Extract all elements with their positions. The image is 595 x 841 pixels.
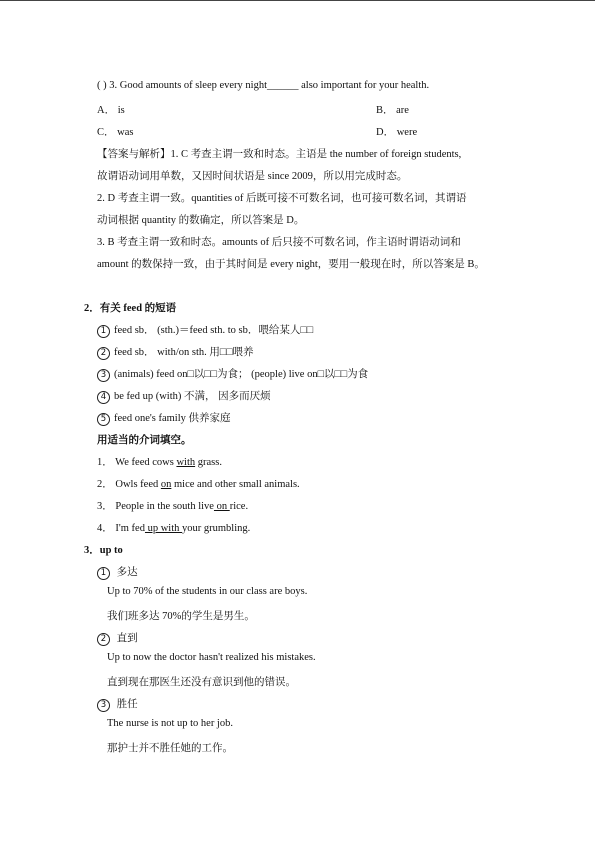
example-en: Up to now the doctor hasn't realized his mistakes. (107, 652, 316, 663)
sense-heading (97, 630, 138, 646)
answer-line: 动词根据 quantity 的数确定，所以答案是 D。 (97, 215, 305, 226)
exercise-item: 2． Owls feed on mice and other small animals. (97, 479, 300, 490)
sense-heading (97, 696, 138, 712)
option-d: D． were (376, 127, 418, 138)
option-a: A． is (97, 105, 125, 116)
phrase-item (97, 388, 271, 404)
sense-label: 胜任 (116, 699, 138, 710)
circle-number: 2 (97, 347, 110, 360)
section-title: 3．up to (84, 545, 123, 556)
sense-label: 多达 (116, 567, 138, 578)
circle-number: 3 (97, 369, 110, 382)
section-title: 2．有关 feed 的短语 (84, 303, 177, 314)
answer-line: 【答案与解析】1. C 考查主谓一致和时态。主语是 the number of foreign students, (97, 149, 462, 160)
exercise-item: 4． I'm fed up with your grumbling. (97, 523, 251, 534)
phrase-item (97, 366, 368, 382)
answer-blank: on (213, 501, 230, 512)
phrase-item (97, 410, 231, 426)
example-en: Up to 70% of the students in our class are boys. (107, 586, 308, 597)
phrase-text: feed sb． (sth.)＝feed sth. to sb．喂给某人□□ (114, 325, 314, 336)
circle-number: 1 (97, 325, 110, 338)
circle-number: 2 (97, 633, 110, 646)
circle-number: 1 (97, 567, 110, 580)
circle-number: 5 (97, 413, 110, 426)
sense-heading (97, 564, 138, 580)
exercise-item: 3． People in the south live on rice. (97, 501, 249, 512)
example-zh: 那护士并不胜任她的工作。 (107, 743, 233, 754)
answer-blank: up with (144, 523, 183, 534)
answer-line: 2. D 考查主谓一致。quantities of 后既可接不可数名词，也可接可数名词，其谓语 (97, 193, 467, 204)
page-top-border (0, 0, 595, 1)
answer-blank: on (160, 479, 172, 490)
phrase-text: feed sb． with/on sth. 用□□喂养 (114, 347, 254, 358)
answer-line: amount 的数保持一致，由于其时间是 every night，要用一般现在时，所以答案是 B。 (97, 259, 485, 270)
example-zh: 我们班多达 70%的学生是男生。 (107, 611, 255, 622)
phrase-text: be fed up (with) 不满， 因多而厌烦 (114, 391, 271, 402)
option-b: B． are (376, 105, 409, 116)
answer-blank: with (176, 457, 196, 468)
phrase-text: feed one's family 供养家庭 (114, 413, 231, 424)
phrase-text: (animals) feed on□以□□为食； (people) live on□以□□为食 (114, 369, 369, 380)
circle-number: 4 (97, 391, 110, 404)
phrase-item (97, 322, 313, 338)
answer-line: 故谓语动词用单数，又因时间状语是 since 2009，所以用完成时态。 (97, 171, 408, 182)
exercise-item: 1． We feed cows with grass. (97, 457, 222, 468)
circle-number: 3 (97, 699, 110, 712)
example-zh: 直到现在那医生还没有意识到他的错误。 (107, 677, 296, 688)
sense-label: 直到 (116, 633, 138, 644)
example-en: The nurse is not up to her job. (107, 718, 233, 729)
option-c: C． was (97, 127, 134, 138)
question-stem: ( ) 3. Good amounts of sleep every night______ also important for your health. (97, 80, 430, 91)
phrase-item (97, 344, 254, 360)
exercise-title: 用适当的介词填空。 (97, 435, 192, 446)
answer-line: 3. B 考查主谓一致和时态。amounts of 后只接不可数名词，作主语时谓语动词和 (97, 237, 461, 248)
